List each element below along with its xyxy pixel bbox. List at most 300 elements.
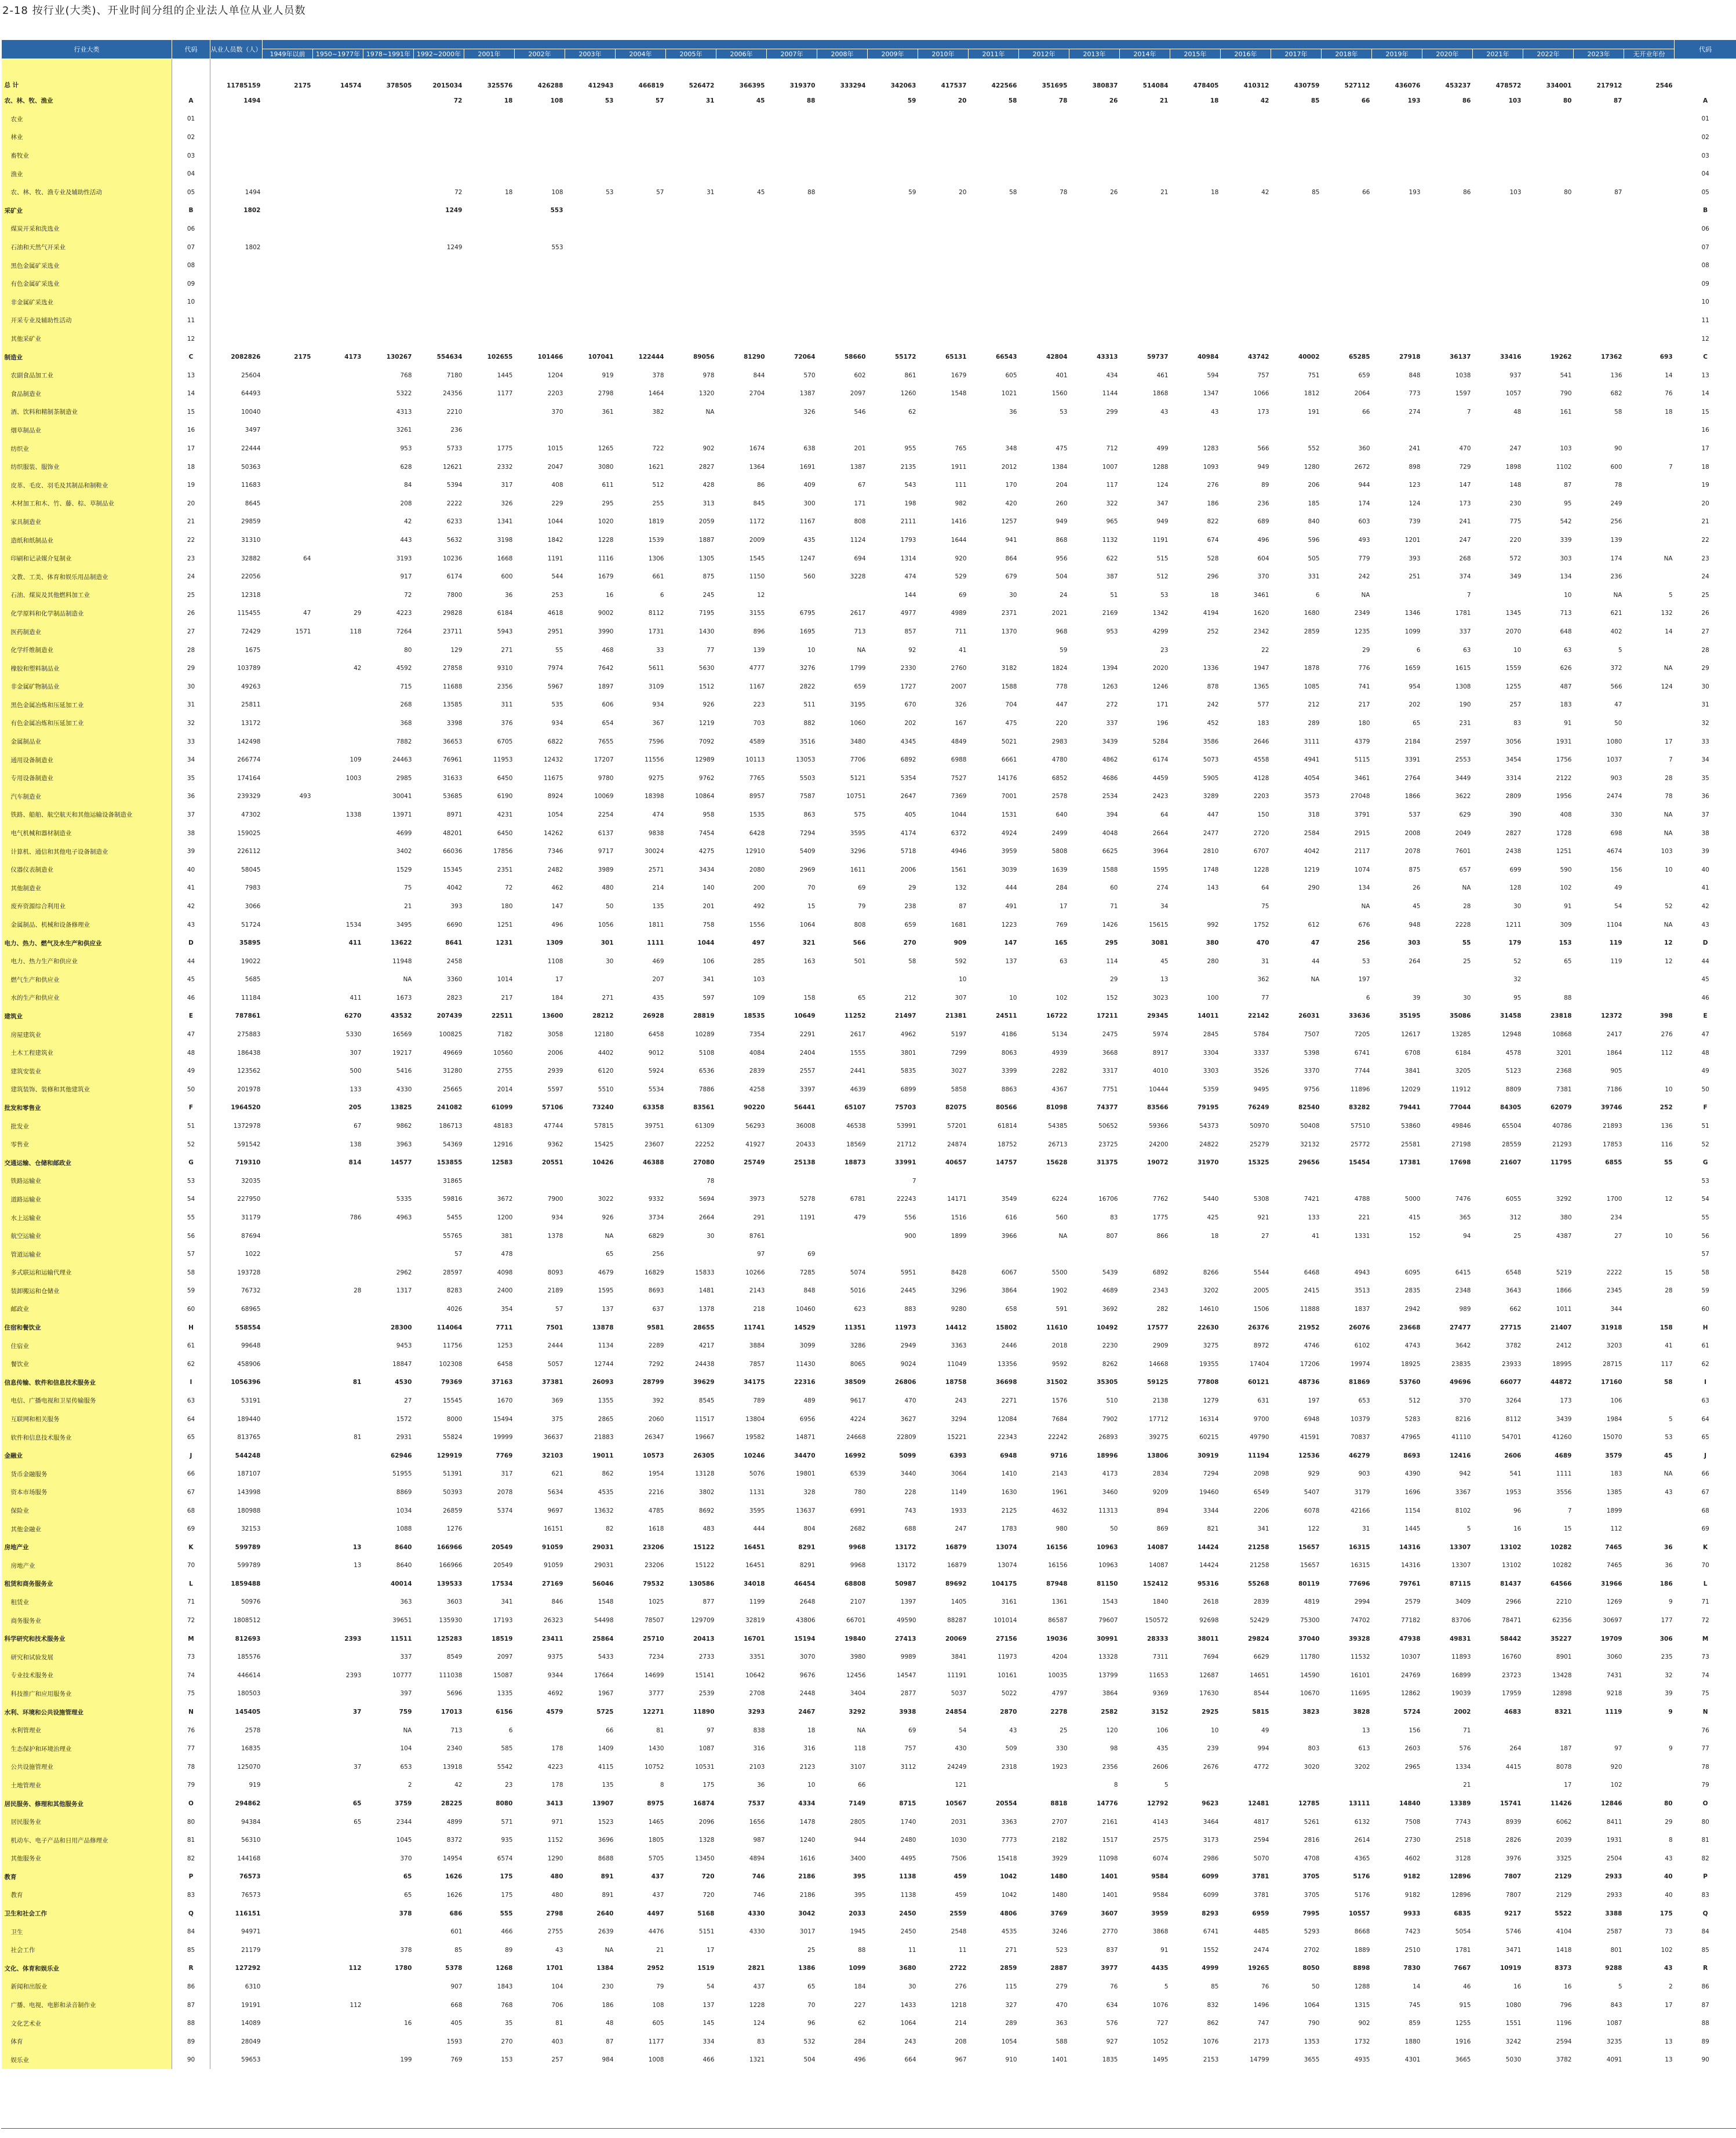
row-period-value: 23723: [1502, 1671, 1522, 1679]
row-period-value: [313, 1245, 363, 1263]
row-period-value: 134: [1358, 884, 1370, 892]
row-code: G: [172, 1153, 210, 1172]
row-period-value: [969, 128, 1019, 147]
row-code-right: 55: [1701, 1214, 1709, 1222]
row-period-value: 21258: [1247, 1543, 1269, 1551]
row-period-value: 8112: [1505, 1415, 1522, 1423]
row-period-value: 214: [652, 884, 664, 892]
row-period-value: [616, 238, 666, 257]
row-total-value: 99648: [241, 1342, 261, 1350]
row-period-value: 4223: [396, 610, 412, 617]
row-total-value: 31179: [241, 1214, 261, 1222]
row-period-value: 10: [1513, 646, 1522, 654]
row-period-value: 3705: [1302, 1873, 1320, 1881]
row-period-value: 10: [807, 646, 816, 654]
row-period-value: 53860: [1401, 1123, 1421, 1130]
row-period-value: 59: [1060, 646, 1068, 654]
row-code: 01: [172, 110, 210, 129]
row-period-value: [263, 1153, 313, 1172]
row-period-value: [868, 238, 918, 257]
row-code: 45: [172, 971, 210, 989]
row-period-value: 18519: [491, 1635, 513, 1642]
row-period-value: 19974: [1351, 1360, 1370, 1368]
row-code-right: 01: [1701, 115, 1709, 123]
row-period-value: 21293: [1552, 1141, 1572, 1148]
row-period-value: 80: [1664, 1800, 1673, 1808]
row-period-value: 62: [858, 2020, 866, 2027]
row-period-value: 54: [1614, 902, 1622, 910]
row-period-value: 47: [1311, 939, 1320, 947]
row-period-value: 3242: [1505, 2038, 1522, 2045]
row-total-value: 32882: [241, 555, 261, 562]
row-period-value: 1945: [850, 1928, 866, 1936]
row-period-value: 83561: [693, 1104, 715, 1112]
row-total-value: 599789: [235, 1543, 261, 1551]
row-name: 有色金属冶炼和压延加工业: [2, 714, 172, 733]
row-period-value: 79532: [642, 1580, 664, 1587]
row-period-value: 773: [1409, 390, 1421, 398]
row-total-value: 812693: [235, 1635, 261, 1642]
row-period-value: 3264: [1505, 1397, 1522, 1404]
row-period-value: 186713: [439, 1123, 463, 1130]
row-period-value: 1916: [1455, 2038, 1471, 2045]
row-period-value: [1271, 989, 1322, 1007]
row-period-value: 16315: [1348, 1543, 1370, 1551]
row-period-value: 11517: [695, 1415, 715, 1423]
row-period-value: 1265: [598, 445, 614, 453]
row-period-value: [1624, 879, 1675, 898]
row-period-value: [1372, 202, 1422, 220]
row-period-value: 171: [1156, 701, 1169, 709]
row-period-value: 1008: [648, 2056, 664, 2064]
row-period-value: 2925: [1202, 1709, 1219, 1716]
row-period-value: 475: [1005, 719, 1017, 727]
row-period-value: 6539: [850, 1470, 866, 1478]
row-period-value: 25749: [743, 1159, 765, 1167]
row-period-value: 393: [450, 902, 463, 910]
row-period-value: [817, 311, 868, 330]
row-period-value: 2965: [1404, 1763, 1421, 1771]
row-period-value: 6: [508, 1727, 513, 1734]
row-period-value: 312: [1509, 1214, 1522, 1222]
row-period-value: 4204: [1051, 1653, 1068, 1661]
row-period-value: 24854: [945, 1709, 967, 1716]
row-period-value: 53991: [897, 1123, 916, 1130]
row-period-value: 1249: [445, 207, 463, 214]
row-period-value: 14412: [945, 1324, 967, 1331]
row-period-value: 19011: [592, 1452, 614, 1459]
row-period-value: 3351: [749, 1653, 765, 1661]
row-period-value: 38011: [1197, 1635, 1219, 1642]
row-period-value: 10567: [945, 1800, 967, 1808]
row-period-value: 81869: [1348, 1379, 1370, 1386]
row-period-value: 3080: [598, 463, 614, 471]
row-name: 居民服务业: [2, 1813, 172, 1831]
row-period-value: 1370: [1001, 628, 1017, 636]
row-period-value: 13971: [392, 811, 412, 818]
row-period-value: 1308: [1455, 683, 1471, 690]
row-period-value: 16156: [1048, 1562, 1068, 1569]
row-code-right: 31: [1701, 701, 1709, 709]
row-period-value: 15545: [443, 1397, 463, 1404]
row-period-value: [515, 128, 565, 147]
row-period-value: 2730: [1404, 1837, 1421, 1844]
row-period-value: 2203: [1253, 793, 1269, 800]
row-period-value: 16992: [844, 1452, 866, 1459]
row-period-value: [767, 110, 817, 129]
row-period-value: 7507: [1304, 1031, 1320, 1039]
table-row: [2, 165, 1736, 183]
row-code: 36: [172, 788, 210, 806]
row-name: 水利管理业: [2, 1721, 172, 1740]
row-period-value: 838: [753, 1727, 765, 1734]
row-name: 卫生和社会工作: [2, 1904, 172, 1923]
row-period-value: 437: [753, 1983, 765, 1990]
row-period-value: 2575: [1152, 1837, 1169, 1844]
row-total-value: 813765: [237, 1434, 261, 1441]
row-period-value: 54498: [594, 1617, 614, 1625]
row-period-value: 11430: [796, 1360, 816, 1368]
row-total-value: 22444: [241, 445, 261, 453]
row-code-right: P: [1703, 1873, 1708, 1881]
row-period-value: 1670: [497, 1397, 513, 1404]
row-period-value: 758: [703, 921, 715, 928]
row-period-value: 1517: [1102, 1837, 1118, 1844]
row-period-value: 3058: [547, 1031, 563, 1039]
row-period-value: [313, 567, 363, 586]
row-period-value: 3622: [1455, 793, 1471, 800]
row-period-value: 659: [1358, 371, 1370, 379]
row-period-value: 106: [1156, 1727, 1169, 1734]
row-period-value: 2143: [1051, 1470, 1068, 1478]
row-period-value: NA: [1664, 555, 1673, 562]
row-period-value: 8975: [647, 1800, 664, 1808]
table-row: [2, 494, 1736, 513]
row-period-value: 4924: [1001, 829, 1017, 837]
row-code: 68: [172, 1502, 210, 1520]
row-period-value: 2161: [1102, 1818, 1118, 1826]
row-period-value: 1621: [648, 463, 664, 471]
row-period-value: 2664: [698, 1214, 715, 1222]
row-period-value: [1624, 1392, 1675, 1410]
row-period-value: [1170, 202, 1221, 220]
row-code-right: 73: [1701, 1653, 1709, 1661]
row-period-value: 560: [1056, 1214, 1068, 1222]
row-period-value: [1221, 238, 1271, 257]
row-period-value: [263, 861, 313, 879]
row-period-value: 2933: [1606, 1891, 1622, 1899]
row-period-value: 49696: [1449, 1379, 1471, 1386]
row-code-right: 63: [1701, 1397, 1709, 1404]
row-period-value: 11191: [947, 1671, 967, 1679]
row-total-value: 58045: [241, 866, 261, 873]
row-period-value: 173: [1257, 408, 1269, 416]
row-period-value: 161: [1560, 408, 1572, 416]
row-period-value: [565, 330, 616, 348]
row-period-value: [666, 238, 716, 257]
row-total-value: 2578: [245, 1727, 261, 1734]
table-row: [2, 879, 1736, 898]
row-total-value: [210, 128, 263, 147]
row-code: 14: [172, 385, 210, 403]
row-period-value: 1200: [497, 1214, 513, 1222]
row-period-value: 4026: [446, 1305, 463, 1313]
row-period-value: 8411: [1606, 1818, 1622, 1826]
row-period-value: 5283: [1404, 1415, 1421, 1423]
row-period-value: 252: [1207, 628, 1219, 636]
row-period-value: 12583: [491, 1159, 513, 1167]
row-period-value: 239: [1207, 1745, 1219, 1753]
table-row: [2, 1611, 1736, 1630]
row-period-value: 4104: [1556, 1928, 1572, 1936]
row-name: 黑色金属矿采选业: [2, 256, 172, 275]
row-period-value: [1170, 1172, 1221, 1190]
row-code: O: [172, 1794, 210, 1813]
row-period-value: 6270: [344, 1012, 362, 1020]
row-period-value: 1257: [1001, 518, 1017, 526]
row-period-value: 20549: [491, 1543, 513, 1551]
row-period-value: 13878: [592, 1324, 614, 1331]
table-row: [2, 1721, 1736, 1740]
row-period-value: [1120, 220, 1170, 238]
row-period-value: [1120, 1245, 1170, 1263]
row-period-value: 41927: [745, 1141, 765, 1148]
row-period-value: [464, 1520, 515, 1538]
row-period-value: 31918: [1600, 1324, 1622, 1331]
row-period-value: [313, 1172, 363, 1190]
row-period-value: 12687: [1199, 1671, 1219, 1679]
row-period-value: 2450: [899, 1910, 916, 1917]
row-period-value: 1409: [598, 1745, 614, 1753]
row-period-value: [817, 275, 868, 293]
row-code-right: 29: [1701, 665, 1709, 672]
row-period-value: 5455: [446, 1214, 463, 1222]
row-period-value: 6: [660, 591, 664, 599]
row-period-value: 1144: [1102, 390, 1118, 398]
row-period-value: 5359: [1203, 1086, 1219, 1093]
row-period-value: 1211: [1505, 921, 1522, 928]
row-period-value: 21497: [894, 1012, 916, 1020]
row-period-value: 14316: [1401, 1562, 1421, 1569]
row-period-value: 16722: [1046, 1012, 1068, 1020]
row-period-value: 112: [1610, 1525, 1622, 1533]
row-code: 44: [172, 952, 210, 971]
row-period-value: [616, 293, 666, 312]
row-period-value: 14651: [1250, 1671, 1269, 1679]
row-period-value: 409: [803, 482, 816, 489]
row-period-value: 41: [1312, 1232, 1320, 1240]
table-row: [2, 1428, 1736, 1447]
row-period-value: 631: [1257, 1397, 1269, 1404]
row-period-value: [313, 1190, 363, 1209]
row-period-value: 5409: [799, 848, 816, 855]
table-row: [2, 330, 1736, 348]
row-period-value: 3360: [446, 976, 463, 984]
row-period-value: 3841: [1404, 1068, 1421, 1075]
row-name: 石油、煤炭及其他燃料加工业: [2, 586, 172, 604]
row-name: 文化艺术业: [2, 2014, 172, 2033]
row-period-value: 1519: [697, 1965, 715, 1972]
row-code-right: 03: [1701, 152, 1709, 159]
row-period-value: 28: [354, 1287, 362, 1295]
row-period-value: 70: [807, 2001, 816, 2009]
row-name: 装卸搬运和仓储业: [2, 1282, 172, 1301]
row-period-value: [1523, 165, 1574, 183]
table-row: [2, 714, 1736, 733]
row-period-value: 5115: [1354, 756, 1370, 764]
row-period-value: 36: [505, 591, 513, 599]
row-period-value: 12792: [1147, 1800, 1169, 1808]
row-period-value: 1251: [1556, 848, 1572, 855]
row-code-right: 51: [1701, 1123, 1709, 1130]
row-period-value: 512: [1409, 1397, 1421, 1404]
row-period-value: 14954: [443, 1855, 463, 1862]
row-period-value: 1535: [749, 811, 765, 818]
row-period-value: 197: [1358, 976, 1370, 984]
row-code-right: A: [1703, 97, 1708, 104]
row-period-value: 1042: [1000, 1873, 1017, 1881]
row-period-value: 3513: [1354, 1287, 1370, 1295]
row-period-value: [263, 1557, 313, 1575]
row-code: R: [172, 1959, 210, 1978]
row-period-value: 541: [1509, 1470, 1522, 1478]
row-period-value: [565, 147, 616, 165]
row-period-value: [1221, 110, 1271, 129]
row-period-value: [767, 256, 817, 275]
row-code-right: 26: [1701, 610, 1709, 617]
row-period-value: 1253: [497, 1342, 513, 1350]
row-period-value: 11426: [1550, 1800, 1572, 1808]
row-period-value: [1624, 275, 1675, 293]
row-total-value: 3497: [245, 427, 261, 434]
row-period-value: 8293: [1202, 1910, 1219, 1917]
row-period-value: 4578: [1505, 1049, 1522, 1057]
row-period-value: [716, 311, 767, 330]
row-period-value: 42166: [1351, 1507, 1370, 1514]
row-period-value: 361: [602, 408, 614, 416]
row-period-value: [1322, 147, 1372, 165]
row-name: 电力、热力、燃气及水生产和供应业: [2, 934, 172, 952]
row-period-value: [1473, 421, 1523, 440]
row-period-value: 2345: [1606, 1287, 1622, 1295]
row-period-value: [313, 1904, 363, 1923]
row-period-value: [1271, 311, 1322, 330]
row-total-value: 56310: [241, 1837, 261, 1844]
row-period-value: 207: [652, 976, 664, 984]
row-period-value: 7195: [698, 610, 715, 617]
row-period-value: 106: [1610, 1397, 1622, 1404]
row-period-value: 4334: [798, 1800, 816, 1808]
row-period-value: 1923: [1051, 1763, 1068, 1771]
row-period-value: [666, 220, 716, 238]
row-period-value: 3292: [849, 1709, 866, 1716]
row-period-value: 108: [652, 2001, 664, 2009]
row-period-value: 2021: [1051, 610, 1068, 617]
row-period-value: 1364: [749, 463, 765, 471]
row-period-value: 300: [803, 500, 816, 507]
row-period-value: [263, 934, 313, 952]
row-period-value: 7182: [497, 1031, 513, 1039]
row-period-value: 10: [1665, 1086, 1673, 1093]
row-period-value: 158: [803, 994, 816, 1001]
row-period-value: 949: [1056, 518, 1068, 526]
row-period-value: 21407: [1550, 1324, 1572, 1331]
row-period-value: 5219: [1556, 1269, 1572, 1276]
row-period-value: 3782: [1556, 2056, 1572, 2064]
row-code: 70: [172, 1557, 210, 1575]
row-total-value: 19191: [241, 2001, 261, 2009]
row-code-right: 86: [1701, 1983, 1709, 1990]
row-period-value: 10113: [745, 756, 765, 764]
row-period-value: 6: [1315, 591, 1320, 599]
row-period-value: 71: [1463, 1727, 1471, 1734]
row-code: 06: [172, 220, 210, 238]
row-period-value: 24438: [695, 1360, 715, 1368]
row-name: 酒、饮料和精制茶制造业: [2, 403, 172, 421]
row-period-value: 7092: [698, 738, 715, 745]
row-period-value: 2707: [1051, 1818, 1068, 1826]
table-row: [2, 128, 1736, 147]
row-period-value: 905: [1610, 1068, 1622, 1075]
row-period-value: 12: [757, 591, 765, 599]
row-period-value: 4174: [900, 829, 916, 837]
row-period-value: 12: [1665, 1196, 1673, 1203]
row-period-value: 4301: [1404, 2056, 1421, 2064]
row-period-value: [263, 1593, 313, 1612]
row-period-value: 207439: [436, 1012, 463, 1020]
row-period-value: 16451: [743, 1543, 765, 1551]
row-period-value: 12846: [1600, 1800, 1622, 1808]
row-period-value: 1191: [799, 1214, 816, 1222]
row-period-value: 3526: [1253, 1068, 1269, 1075]
row-period-value: 108: [551, 188, 563, 196]
row-period-value: 3864: [1001, 1287, 1017, 1295]
row-period-value: 5074: [850, 1269, 866, 1276]
row-code-right: 59: [1701, 1287, 1709, 1295]
row-period-value: 175: [501, 1891, 513, 1899]
row-period-value: 89692: [945, 1580, 967, 1587]
row-code: 71: [172, 1593, 210, 1612]
row-period-value: 1394: [1102, 665, 1118, 672]
row-period-value: 17: [707, 1946, 715, 1954]
row-period-value: 590: [1560, 866, 1572, 873]
row-period-value: [313, 897, 363, 916]
row-code-right: 33: [1701, 738, 1709, 745]
row-period-value: 175: [1659, 1910, 1673, 1917]
row-period-value: 55: [1664, 1159, 1673, 1167]
row-code-right: 87: [1701, 2001, 1709, 2009]
row-period-value: 4258: [749, 1086, 765, 1093]
row-period-value: 79195: [1197, 1104, 1219, 1112]
row-period-value: [263, 1922, 313, 1941]
row-period-value: 9700: [1253, 1415, 1269, 1423]
row-period-value: 88287: [947, 1617, 967, 1625]
row-period-value: 231: [1459, 719, 1471, 727]
row-period-value: 602: [854, 371, 866, 379]
row-period-value: 88: [807, 188, 816, 196]
row-period-value: 775: [1509, 518, 1522, 526]
row-period-value: 2534: [1102, 793, 1118, 800]
row-period-value: [969, 421, 1019, 440]
row-period-value: 111: [955, 482, 967, 489]
row-period-value: 42: [404, 518, 412, 526]
row-period-value: [817, 92, 868, 110]
row-name: 研究和试验发展: [2, 1648, 172, 1666]
row-code-right: 36: [1701, 793, 1709, 800]
row-period-value: 857: [904, 628, 916, 636]
row-period-value: 9: [1668, 1745, 1673, 1753]
row-period-value: [918, 1245, 969, 1263]
